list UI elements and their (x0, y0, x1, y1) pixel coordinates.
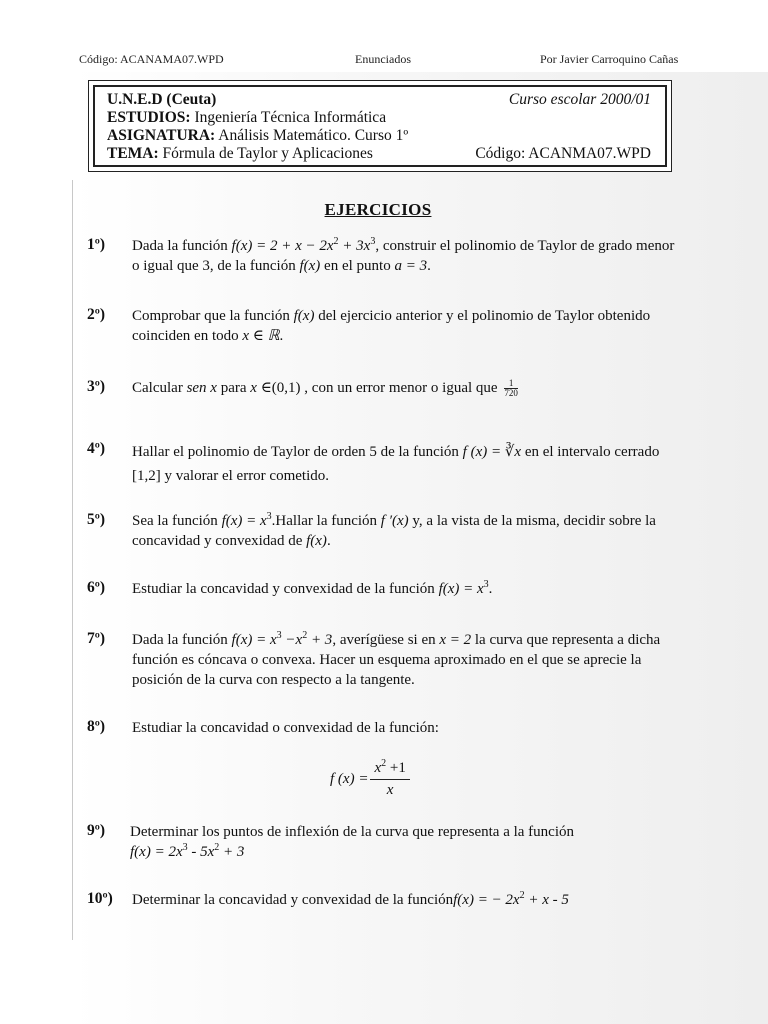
exponent: 3 (483, 579, 489, 590)
exercise-statement (132, 890, 677, 910)
exponent: 3 (266, 511, 272, 522)
running-header-title: Enunciados (355, 52, 411, 66)
exercise-number: 3º) (87, 378, 106, 395)
text-run: en el intervalo cerrado [1,2] y valorar el error cometido. (132, 444, 660, 484)
text-run: en el punto (320, 258, 395, 274)
course-header-inner-border (93, 85, 667, 167)
math-run: a = 3 (394, 258, 428, 274)
running-header-code: Código: ACANAMA07.WPD (79, 52, 224, 66)
text-run: para (216, 380, 251, 396)
exercise-statement (132, 511, 677, 551)
math-run: f(x) = 2 + x − 2x (231, 238, 334, 254)
math-run: f(x) = x (221, 513, 267, 529)
exercise-number: 1º) (87, 236, 106, 253)
text-run: , averígüese si en (332, 632, 440, 648)
fraction-numerator: 1 (504, 379, 518, 389)
math-run: + 3 (219, 844, 245, 860)
section-title: EJERCICIOS (324, 200, 432, 219)
estudios-label: ESTUDIOS: (107, 109, 191, 126)
exercise-number: 4º) (87, 440, 106, 457)
math-run: x (250, 380, 257, 396)
exercise-number: 5º) (87, 511, 106, 528)
page-left-edge (72, 180, 73, 940)
text-run: , construir el polinomio de Taylor de grado menor o igual que 3, de la función (132, 238, 675, 274)
document-code: Código: ACANMA07.WPD (475, 145, 651, 162)
exercise-number: 8º) (87, 718, 106, 735)
exponent: 2 (519, 890, 525, 901)
math-run: f(x) (306, 533, 327, 549)
math-run: f(x) = 2x (130, 844, 183, 860)
exercise-8-formula (330, 760, 410, 799)
exponent: 3 (370, 236, 376, 247)
course-header-box (88, 80, 672, 172)
text-run: Estudiar la concavidad y convexidad de la función (132, 581, 439, 597)
exercise-statement: Estudiar la concavidad o convexidad de la función: (132, 720, 439, 736)
math-run: sen x (186, 380, 217, 396)
exercise-number: 7º) (87, 630, 106, 647)
math-run: f(x) = − 2x (453, 892, 520, 908)
exercise-number: 2º) (87, 306, 106, 323)
math-run: +1 (386, 760, 406, 776)
exercise-statement (132, 236, 677, 276)
math-run: −x (281, 632, 303, 648)
exponent: 2 (302, 630, 308, 641)
exercise-statement (132, 440, 677, 488)
text-run: Sea la función (132, 513, 222, 529)
math-run: f(x) (299, 258, 321, 274)
math-run: x = 2 (439, 632, 472, 648)
text-run: Determinar los puntos de inflexión de la curva que representa a la función (130, 824, 575, 840)
math-run: + x - 5 (524, 892, 569, 908)
math-run: f ′(x) (380, 513, 409, 529)
exercise-statement (132, 579, 677, 599)
exercise-statement (132, 306, 677, 346)
text-run: del ejercicio anterior y el polinomio de Taylor obtenido coinciden en todo (132, 308, 651, 344)
math-run: f (x) = ∛x (462, 444, 522, 460)
text-run: . (279, 328, 284, 344)
text-run: Calcular (132, 380, 187, 396)
text-run: ∈(0,1) , con un error menor o igual que (256, 380, 502, 396)
exponent: 2 (333, 236, 339, 247)
exercise-statement (132, 378, 677, 398)
text-run: Dada la función (132, 238, 232, 254)
math-run: f(x) (293, 308, 315, 324)
exercise-number: 9º) (87, 822, 106, 839)
exponent: 2 (381, 758, 387, 769)
tema-value: Fórmula de Taylor y Aplicaciones (162, 145, 373, 162)
fraction-denominator: x (386, 782, 394, 798)
running-header-author: Por Javier Carroquino Cañas (540, 52, 679, 66)
math-run: + 3x (338, 238, 371, 254)
text-run: . (488, 581, 493, 597)
exercise-number: 6º) (87, 579, 106, 596)
text-run: . (427, 258, 431, 274)
tema-label: TEMA: (107, 145, 159, 162)
fraction-denominator: 720 (504, 388, 518, 399)
math-run: f(x) = x (231, 632, 277, 648)
exercise-statement (130, 822, 675, 862)
asignatura-value: Análisis Matemático. Curso 1º (218, 127, 409, 144)
exercise-number: 10º) (87, 890, 113, 907)
text-run: . (326, 533, 331, 549)
text-run: Hallar el polinomio de Taylor de orden 5 de la función (132, 444, 463, 460)
estudios-line (107, 109, 386, 127)
exponent: 2 (214, 842, 220, 853)
asignatura-line (107, 127, 408, 145)
exponent: 3 (182, 842, 188, 853)
course-year: Curso escolar 2000/01 (508, 91, 651, 108)
fraction-numerator (370, 760, 409, 780)
text-run: la curva que representa a dicha función es cóncava o convexa. Hacer un esquema aproximado en el que se aprecie la posición de la curva con respecto a la tangente. (132, 632, 661, 688)
text-run: Determinar la concavidad y convexidad de la función (132, 892, 454, 908)
text-run: .Hallar la función (271, 513, 381, 529)
estudios-value: Ingeniería Técnica Informática (194, 109, 387, 126)
math-run: - 5x (187, 844, 215, 860)
error-bound-fraction (504, 379, 518, 398)
math-run: f (x) = (330, 770, 369, 787)
text-run: Dada la función (132, 632, 232, 648)
tema-line (107, 145, 373, 163)
university-label: U.N.E.D (Ceuta) (107, 91, 217, 108)
math-run: x (374, 760, 382, 776)
exponent: 3 (276, 630, 282, 641)
math-run: f(x) = x (438, 581, 484, 597)
exercise-statement (132, 630, 677, 690)
text-run: y, a la vista de la misma, decidir sobre la concavidad y convexidad de (132, 513, 656, 549)
math-run: x ∈ ℝ (242, 328, 280, 344)
text-run: Comprobar que la función (132, 308, 294, 324)
asignatura-label: ASIGNATURA: (107, 127, 216, 144)
formula-fraction (370, 760, 409, 799)
math-run: + 3 (307, 632, 333, 648)
